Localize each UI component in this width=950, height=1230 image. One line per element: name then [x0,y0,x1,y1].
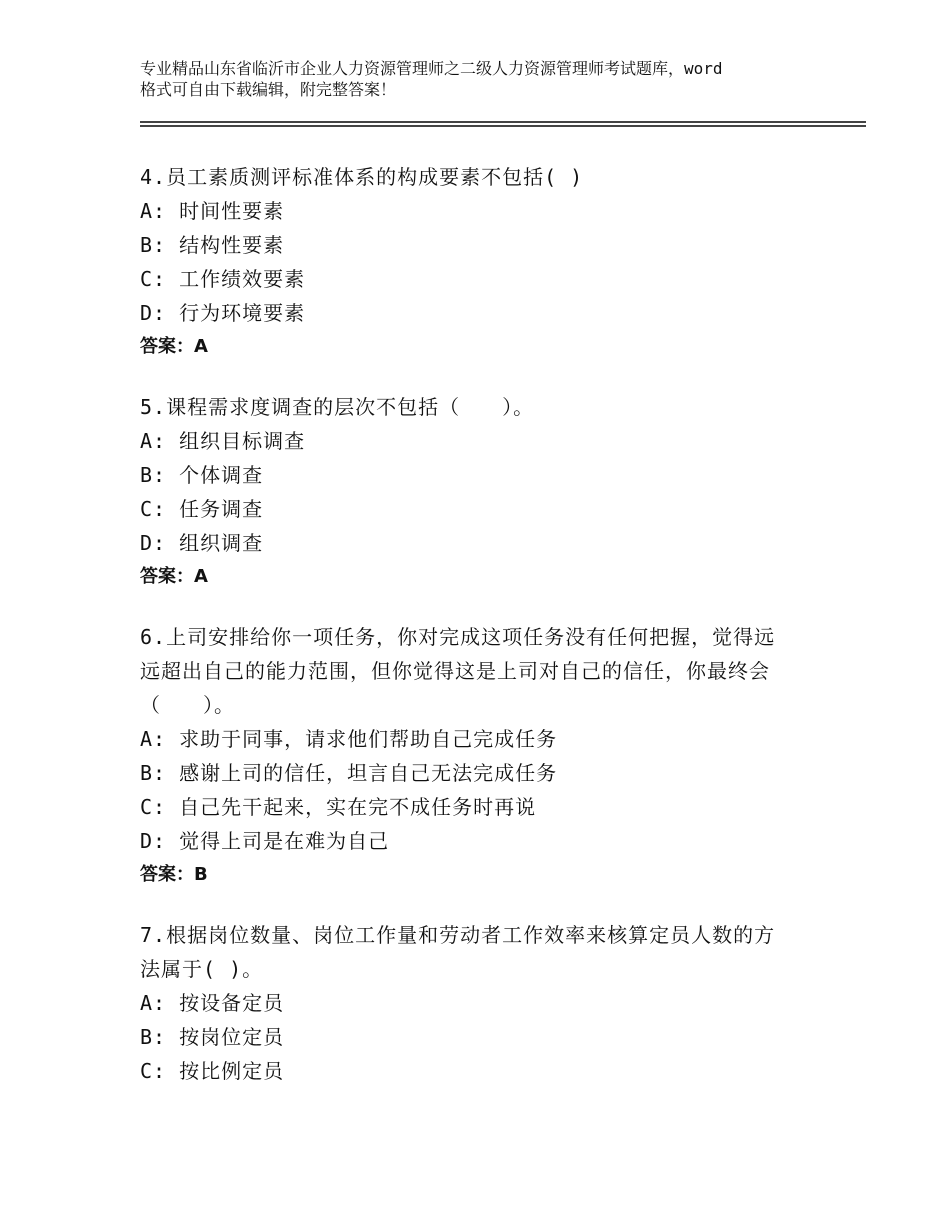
question-text-line-2: 远超出自己的能力范围，但你觉得这是上司对自己的信任，你最终会 [140,659,770,683]
option-c: C: 自己先干起来，实在完不成任务时再说 [140,795,537,819]
option-d: D: 觉得上司是在难为自己 [140,829,390,853]
header-line-1: 专业精品山东省临沂市企业人力资源管理师之二级人力资源管理师考试题库，word [140,59,723,78]
document-header [140,58,830,100]
question-text-line-1: 7.根据岗位数量、岗位工作量和劳动者工作效率来核算定员人数的方 [140,923,776,947]
option-a: A: 按设备定员 [140,991,285,1015]
option-d: D: 行为环境要素 [140,301,306,325]
header-divider-top [140,121,866,123]
question-4 [140,160,820,364]
answer-label: 答案：A [140,566,208,587]
option-b: B: 结构性要素 [140,233,285,257]
option-c: C: 任务调查 [140,497,264,521]
option-b: B: 个体调查 [140,463,264,487]
question-text: 4.员工素质测评标准体系的构成要素不包括( ) [140,165,584,189]
answer-label: 答案：B [140,864,208,885]
question-list [140,160,820,1114]
question-text-line-1: 6.上司安排给你一项任务，你对完成这项任务没有任何把握，觉得远 [140,625,776,649]
question-text: 5.课程需求度调查的层次不包括（ ）。 [140,395,535,419]
option-d: D: 组织调查 [140,531,264,555]
option-a: A: 时间性要素 [140,199,285,223]
option-b: B: 感谢上司的信任，坦言自己无法完成任务 [140,761,558,785]
question-6 [140,620,820,892]
question-5 [140,390,820,594]
option-c: C: 工作绩效要素 [140,267,306,291]
option-b: B: 按岗位定员 [140,1025,285,1049]
question-text-line-3: （ ）。 [140,693,235,717]
header-divider-bottom [140,125,866,127]
option-a: A: 求助于同事，请求他们帮助自己完成任务 [140,727,558,751]
question-text-line-2: 法属于( )。 [140,957,264,981]
option-a: A: 组织目标调查 [140,429,306,453]
option-c: C: 按比例定员 [140,1059,285,1083]
answer-label: 答案：A [140,336,208,357]
question-7 [140,918,820,1088]
header-line-2: 格式可自由下载编辑，附完整答案！ [140,80,397,99]
